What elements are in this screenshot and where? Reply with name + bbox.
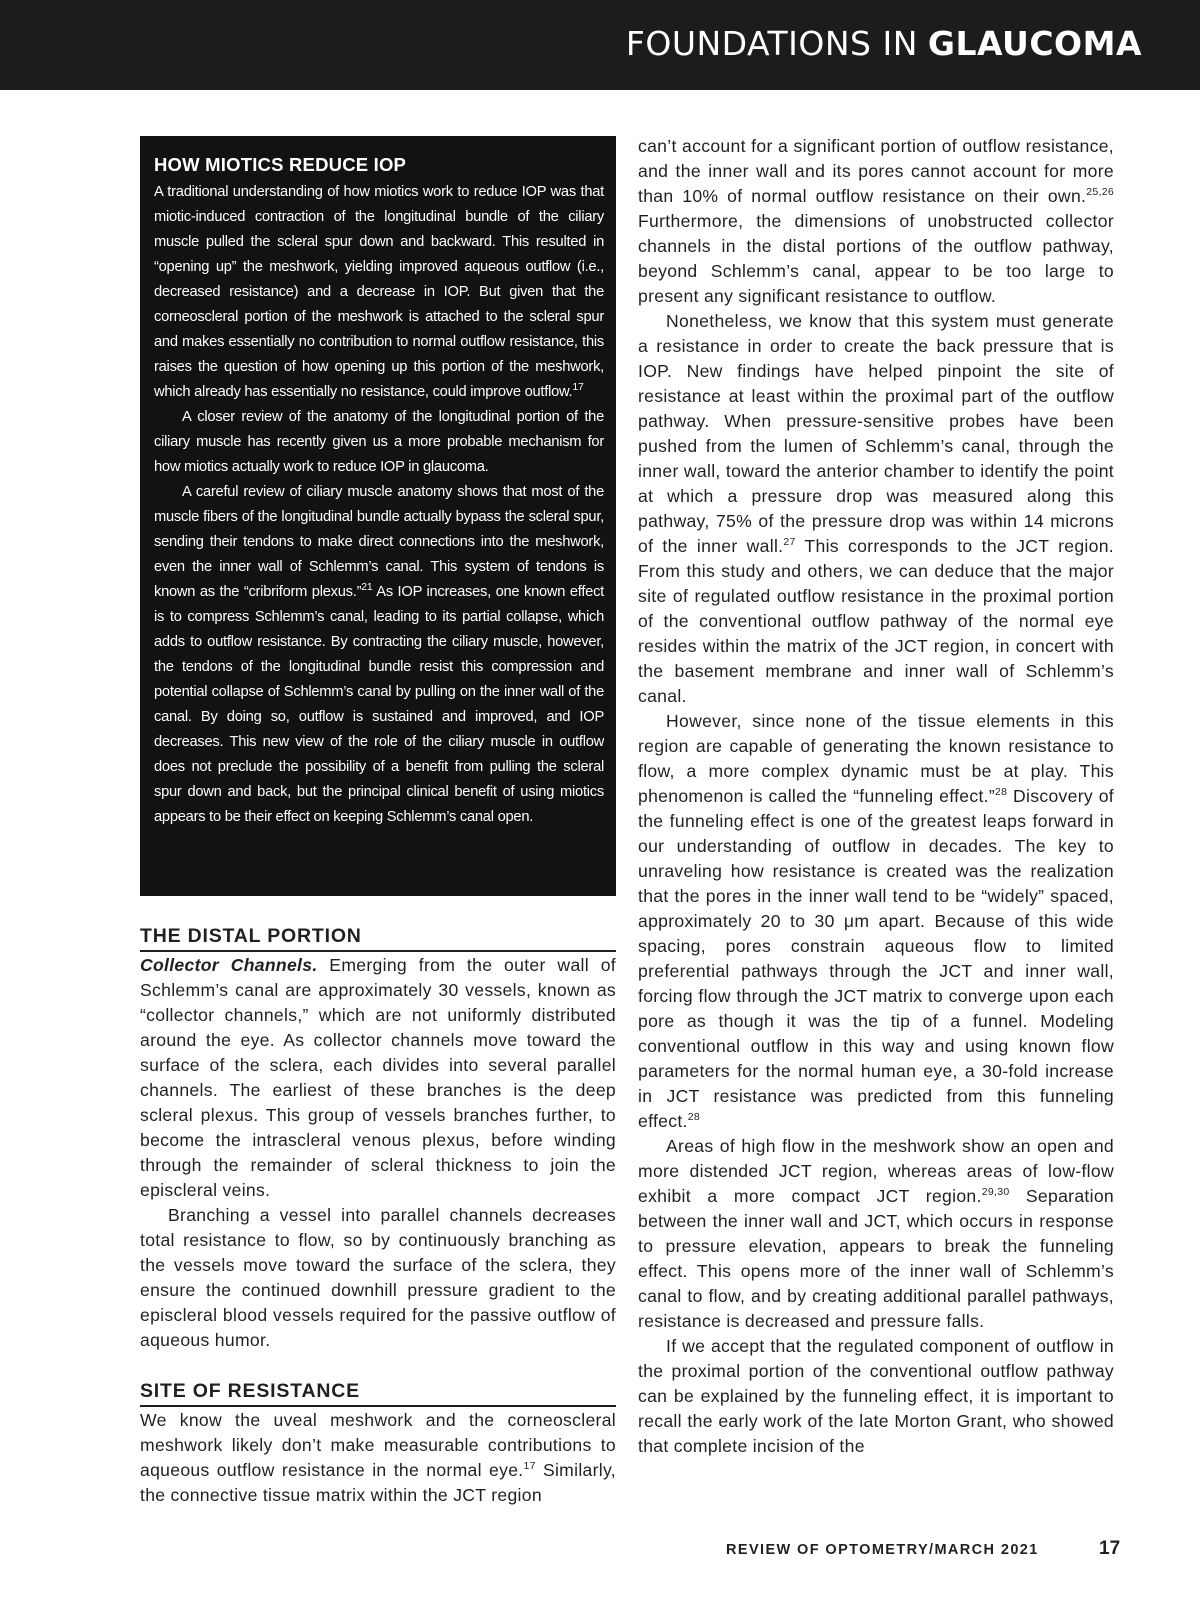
section-heading-distal-portion: THE DISTAL PORTION bbox=[140, 924, 616, 952]
page-number: 17 bbox=[1099, 1538, 1121, 1559]
sidebar-title: HOW MIOTICS REDUCE IOP bbox=[154, 154, 407, 175]
section-heading-site-of-resistance: SITE OF RESISTANCE bbox=[140, 1379, 616, 1407]
header-band bbox=[0, 0, 1200, 90]
reference-marker: 17 bbox=[523, 1460, 536, 1473]
masthead-prefix: FOUNDATIONS IN bbox=[625, 24, 918, 63]
body-paragraph: Branching a vessel into parallel channels decreases total resistance to flow, so by continuously branching as the vessels move toward the surface of the sclera, they ensure the continued downhill pressure gradient to the episcleral blood vessels required for the passive outflow of aqueous humor. bbox=[140, 1205, 616, 1350]
reference-marker: 25,26 bbox=[1086, 186, 1114, 199]
reference-marker: 28 bbox=[995, 786, 1008, 799]
reference-marker: 29,30 bbox=[981, 1186, 1010, 1199]
body-paragraph: However, since none of the tissue elements in this region are capable of generating the known resistance to flow, a more complex dynamic must be at play. This phenomenon is called the “funneling effect.”$^{28}$ Discovery of the funneling effect is one of the greatest leaps forward in our understanding of outflow in decades. The key to unraveling how resistance is created was the realization that the pores in the inner wall tend to be “widely” spaced, approximately 20 to 30 μm apart. Because of this wide spacing, pores constrain aqueous flow to limited preferential pathways through the JCT and inner wall, forcing flow through the JCT matrix to converge upon each pore as though it was the tip of a funnel. Modeling conventional outflow in this way and using known flow parameters for the normal human eye, a 30-fold increase in JCT resistance was predicted from this funneling effect.$^{28}$ bbox=[638, 711, 1114, 1131]
body-paragraph: Nonetheless, we know that this system must generate a resistance in order to create the back pressure that is IOP. New findings have helped pinpoint the site of resistance at least within the proximal part of the outflow pathway. When pressure-sensitive probes have been pushed from the lumen of Schlemm’s canal, through the inner wall, toward the anterior chamber to identify the point at which a pressure drop was measured along this pathway, 75% of the pressure drop was within 14 microns of the inner wall.$^{27}$ This corresponds to the JCT region. From this study and others, we can deduce that the major site of regulated outflow resistance in the proximal portion of the conventional outflow pathway of the normal eye resides within the matrix of the JCT region, in concert with the basement membrane and inner wall of Schlemm’s canal. bbox=[638, 311, 1114, 706]
reference-marker: 21 bbox=[361, 581, 373, 594]
body-paragraph: We know the uveal meshwork and the corneoscleral meshwork likely don’t make measurable contributions to aqueous outflow resistance in the normal eye.$^{17}$ Similarly, the connective tissue matrix within the JCT region bbox=[140, 1410, 616, 1505]
right-column bbox=[638, 134, 1114, 1459]
reference-marker: 28 bbox=[687, 1111, 700, 1124]
body-paragraph: If we accept that the regulated component of outflow in the proximal portion of the conventional outflow pathway can be explained by the funneling effect, it is important to recall the early work of the late Morton Grant, who showed that complete incision of the bbox=[638, 1336, 1114, 1456]
sidebar-paragraph: A careful review of ciliary muscle anatomy shows that most of the muscle fibers of the longitudinal bundle actually bypass the scleral spur, sending their tendons to make direct connections into the meshwork, even the inner wall of Schlemm’s canal. This system of tendons is known as the “cribriform plexus.”$^{21}$ As IOP increases, one known effect is to compress Schlemm’s canal, leading to its partial collapse, which adds to outflow resistance. By contracting the ciliary muscle, however, the tendons of the longitudinal bundle resist this compression and potential collapse of Schlemm’s canal by pulling on the inner wall of the canal. By doing so, outflow is sustained and improved, and IOP decreases. This new view of the role of the ciliary muscle in outflow does not preclude the possibility of a benefit from pulling the scleral spur down and back, but the principal clinical benefit of using miotics appears to be their effect on keeping Schlemm’s canal open. bbox=[154, 484, 604, 825]
body-paragraph: can’t account for a significant portion of outflow resistance, and the inner wall and its pores cannot account for more than 10% of normal outflow resistance on their own.$^{25,26}$ Furthermore, the dimensions of unobstructed collector channels in the distal portions of the outflow pathway, beyond Schlemm’s canal, appear to be too large to present any significant resistance to outflow. bbox=[638, 136, 1114, 306]
body-paragraph: Collector Channels. Emerging from the outer wall of Schlemm’s canal are approximately 30 vessels, known as “collector channels,” which are not uniformly distributed around the eye. As collector channels move toward the surface of the sclera, each divides into several parallel channels. The earliest of these branches is the deep scleral plexus. This group of vessels branches further, to become the intrascleral venous plexus, before winding through the remainder of scleral thickness to join the episcleral veins. bbox=[140, 955, 616, 1200]
masthead-topic: GLAUCOMA bbox=[927, 24, 1142, 63]
sidebar-paragraph: A closer review of the anatomy of the longitudinal portion of the ciliary muscle has recently given us a more probable mechanism for how miotics actually work to reduce IOP in glaucoma. bbox=[154, 409, 604, 475]
run-in-heading: Collector Channels. bbox=[140, 955, 318, 975]
sidebar-box bbox=[140, 136, 616, 896]
left-column bbox=[140, 924, 616, 1508]
sidebar-paragraph: A traditional understanding of how miotics work to reduce IOP was that miotic-induced contraction of the longitudinal bundle of the ciliary muscle pulled the scleral spur down and backward. This resulted in “opening up” the meshwork, yielding improved aqueous outflow (i.e., decreased resistance) and a decrease in IOP. But given that the corneoscleral portion of the meshwork is attached to the scleral spur and makes essentially no contribution to normal outflow resistance, this raises the question of how opening up this portion of the meshwork, which already has essentially no resistance, could improve outflow.$^{17}$ bbox=[154, 184, 604, 400]
masthead bbox=[626, 24, 1142, 63]
reference-marker: 17 bbox=[572, 381, 584, 394]
footer-publication: REVIEW OF OPTOMETRY/MARCH 2021 bbox=[726, 1542, 1039, 1558]
body-paragraph: Areas of high flow in the meshwork show an open and more distended JCT region, whereas areas of low-flow exhibit a more compact JCT region.$^{29,30}$ Separation between the inner wall and JCT, which occurs in response to pressure elevation, appears to break the funneling effect. This opens more of the inner wall of Schlemm’s canal to flow, and by creating additional parallel pathways, resistance is decreased and pressure falls. bbox=[638, 1136, 1114, 1331]
reference-marker: 27 bbox=[783, 536, 796, 549]
